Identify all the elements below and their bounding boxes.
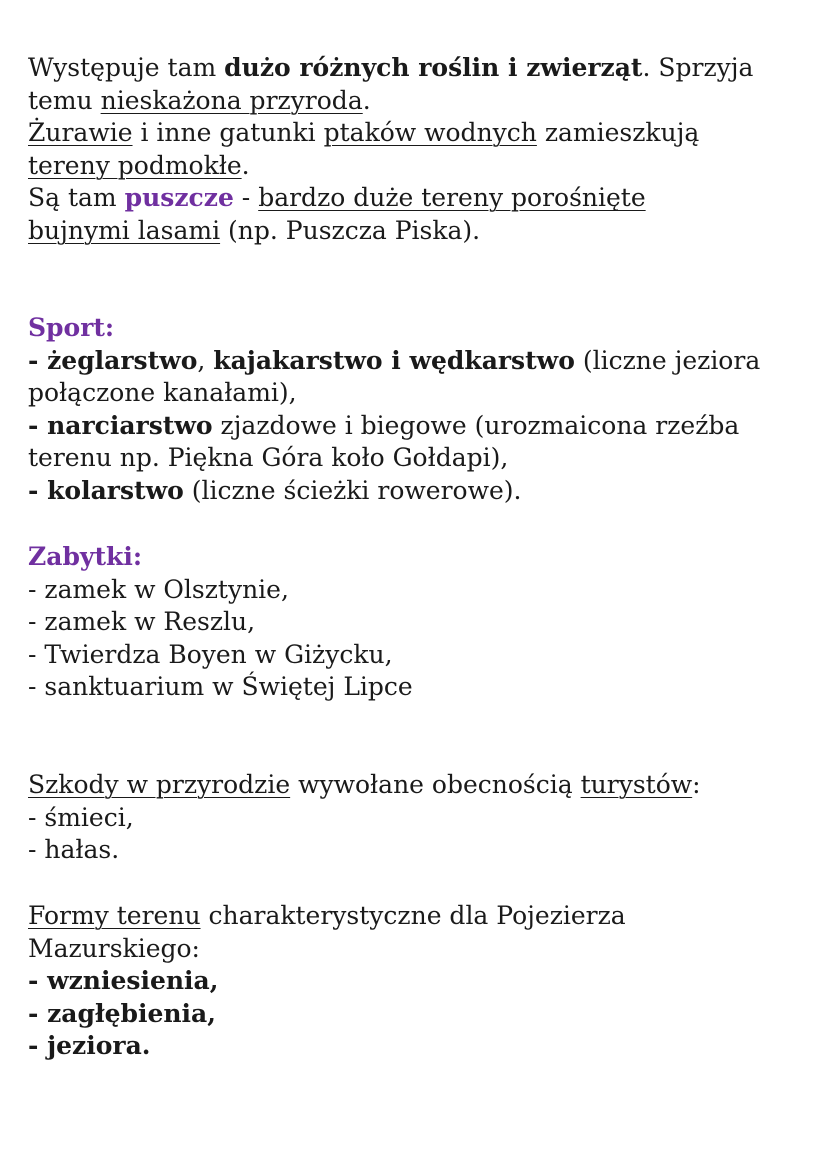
list-item: - zamek w Olsztynie,	[28, 574, 289, 604]
section-heading-sport: Sport:	[28, 313, 115, 342]
underlined-text: bardzo duże tereny porośnięte	[258, 183, 646, 213]
bold-text: żeglarstwo	[47, 345, 198, 375]
intro-line-5: Są tam puszcze - bardzo duże tereny porośnięte	[28, 183, 646, 213]
formy-line-2: Mazurskiego:	[28, 933, 200, 963]
intro-line-4: tereny podmokłe.	[28, 150, 250, 180]
sport-line-5: - kolarstwo (liczne ścieżki rowerowe).	[28, 475, 522, 505]
sport-line-4: terenu np. Piękna Góra koło Gołdapi),	[28, 443, 509, 473]
intro-line-3: Żurawie i inne gatunki ptaków wodnych zamieszkują	[28, 118, 700, 148]
underlined-text: Żurawie	[28, 118, 133, 148]
bold-text: kolarstwo	[47, 475, 184, 505]
list-item: - hałas.	[28, 835, 120, 865]
sport-line-1: - żeglarstwo, kajakarstwo i wędkarstwo (liczne jeziora	[28, 345, 761, 375]
highlight-term: puszcze	[124, 183, 234, 213]
intro-line-6: bujnymi lasami (np. Puszcza Piska).	[28, 215, 481, 245]
list-item: - wzniesienia,	[28, 966, 219, 996]
section-heading-zabytki: Zabytki:	[28, 542, 143, 571]
underlined-text: nieskażona przyroda	[100, 85, 363, 115]
underlined-text: bujnymi lasami	[28, 215, 221, 245]
underlined-text: turystów	[580, 770, 693, 799]
underlined-text: tereny podmokłe	[28, 150, 242, 180]
intro-line-2: temu nieskażona przyroda.	[28, 85, 371, 115]
szkody-line-1: Szkody w przyrodzie wywołane obecnością turystów:	[28, 770, 701, 799]
underlined-text: ptaków wodnych	[323, 118, 537, 148]
formy-line-1: Formy terenu charakterystyczne dla Pojezierza	[28, 901, 626, 930]
bold-text: narciarstwo	[47, 410, 213, 440]
sport-line-3: - narciarstwo zjazdowe i biegowe (urozmaicona rzeźba	[28, 410, 740, 440]
intro-paragraph	[28, 52, 818, 248]
sport-line-2: połączone kanałami),	[28, 378, 297, 408]
list-item: - śmieci,	[28, 802, 134, 832]
list-item: - sanktuarium w Świętej Lipce	[28, 672, 413, 702]
list-item: - jeziora.	[28, 1031, 151, 1061]
zabytki-section	[28, 541, 818, 704]
underlined-text: Szkody w przyrodzie	[28, 770, 291, 799]
list-item: - zamek w Reszlu,	[28, 607, 256, 637]
list-item: - Twierdza Boyen w Giżycku,	[28, 639, 393, 669]
formy-section	[28, 900, 818, 1063]
bold-text: kajakarstwo i wędkarstwo	[213, 345, 575, 375]
sport-section	[28, 312, 818, 508]
list-item: - zagłębienia,	[28, 998, 216, 1028]
szkody-section	[28, 769, 818, 867]
bold-text: dużo różnych roślin i zwierząt	[224, 53, 643, 82]
intro-line-1: Występuje tam dużo różnych roślin i zwierząt. Sprzyja	[28, 53, 754, 82]
underlined-text: Formy terenu	[28, 901, 201, 930]
